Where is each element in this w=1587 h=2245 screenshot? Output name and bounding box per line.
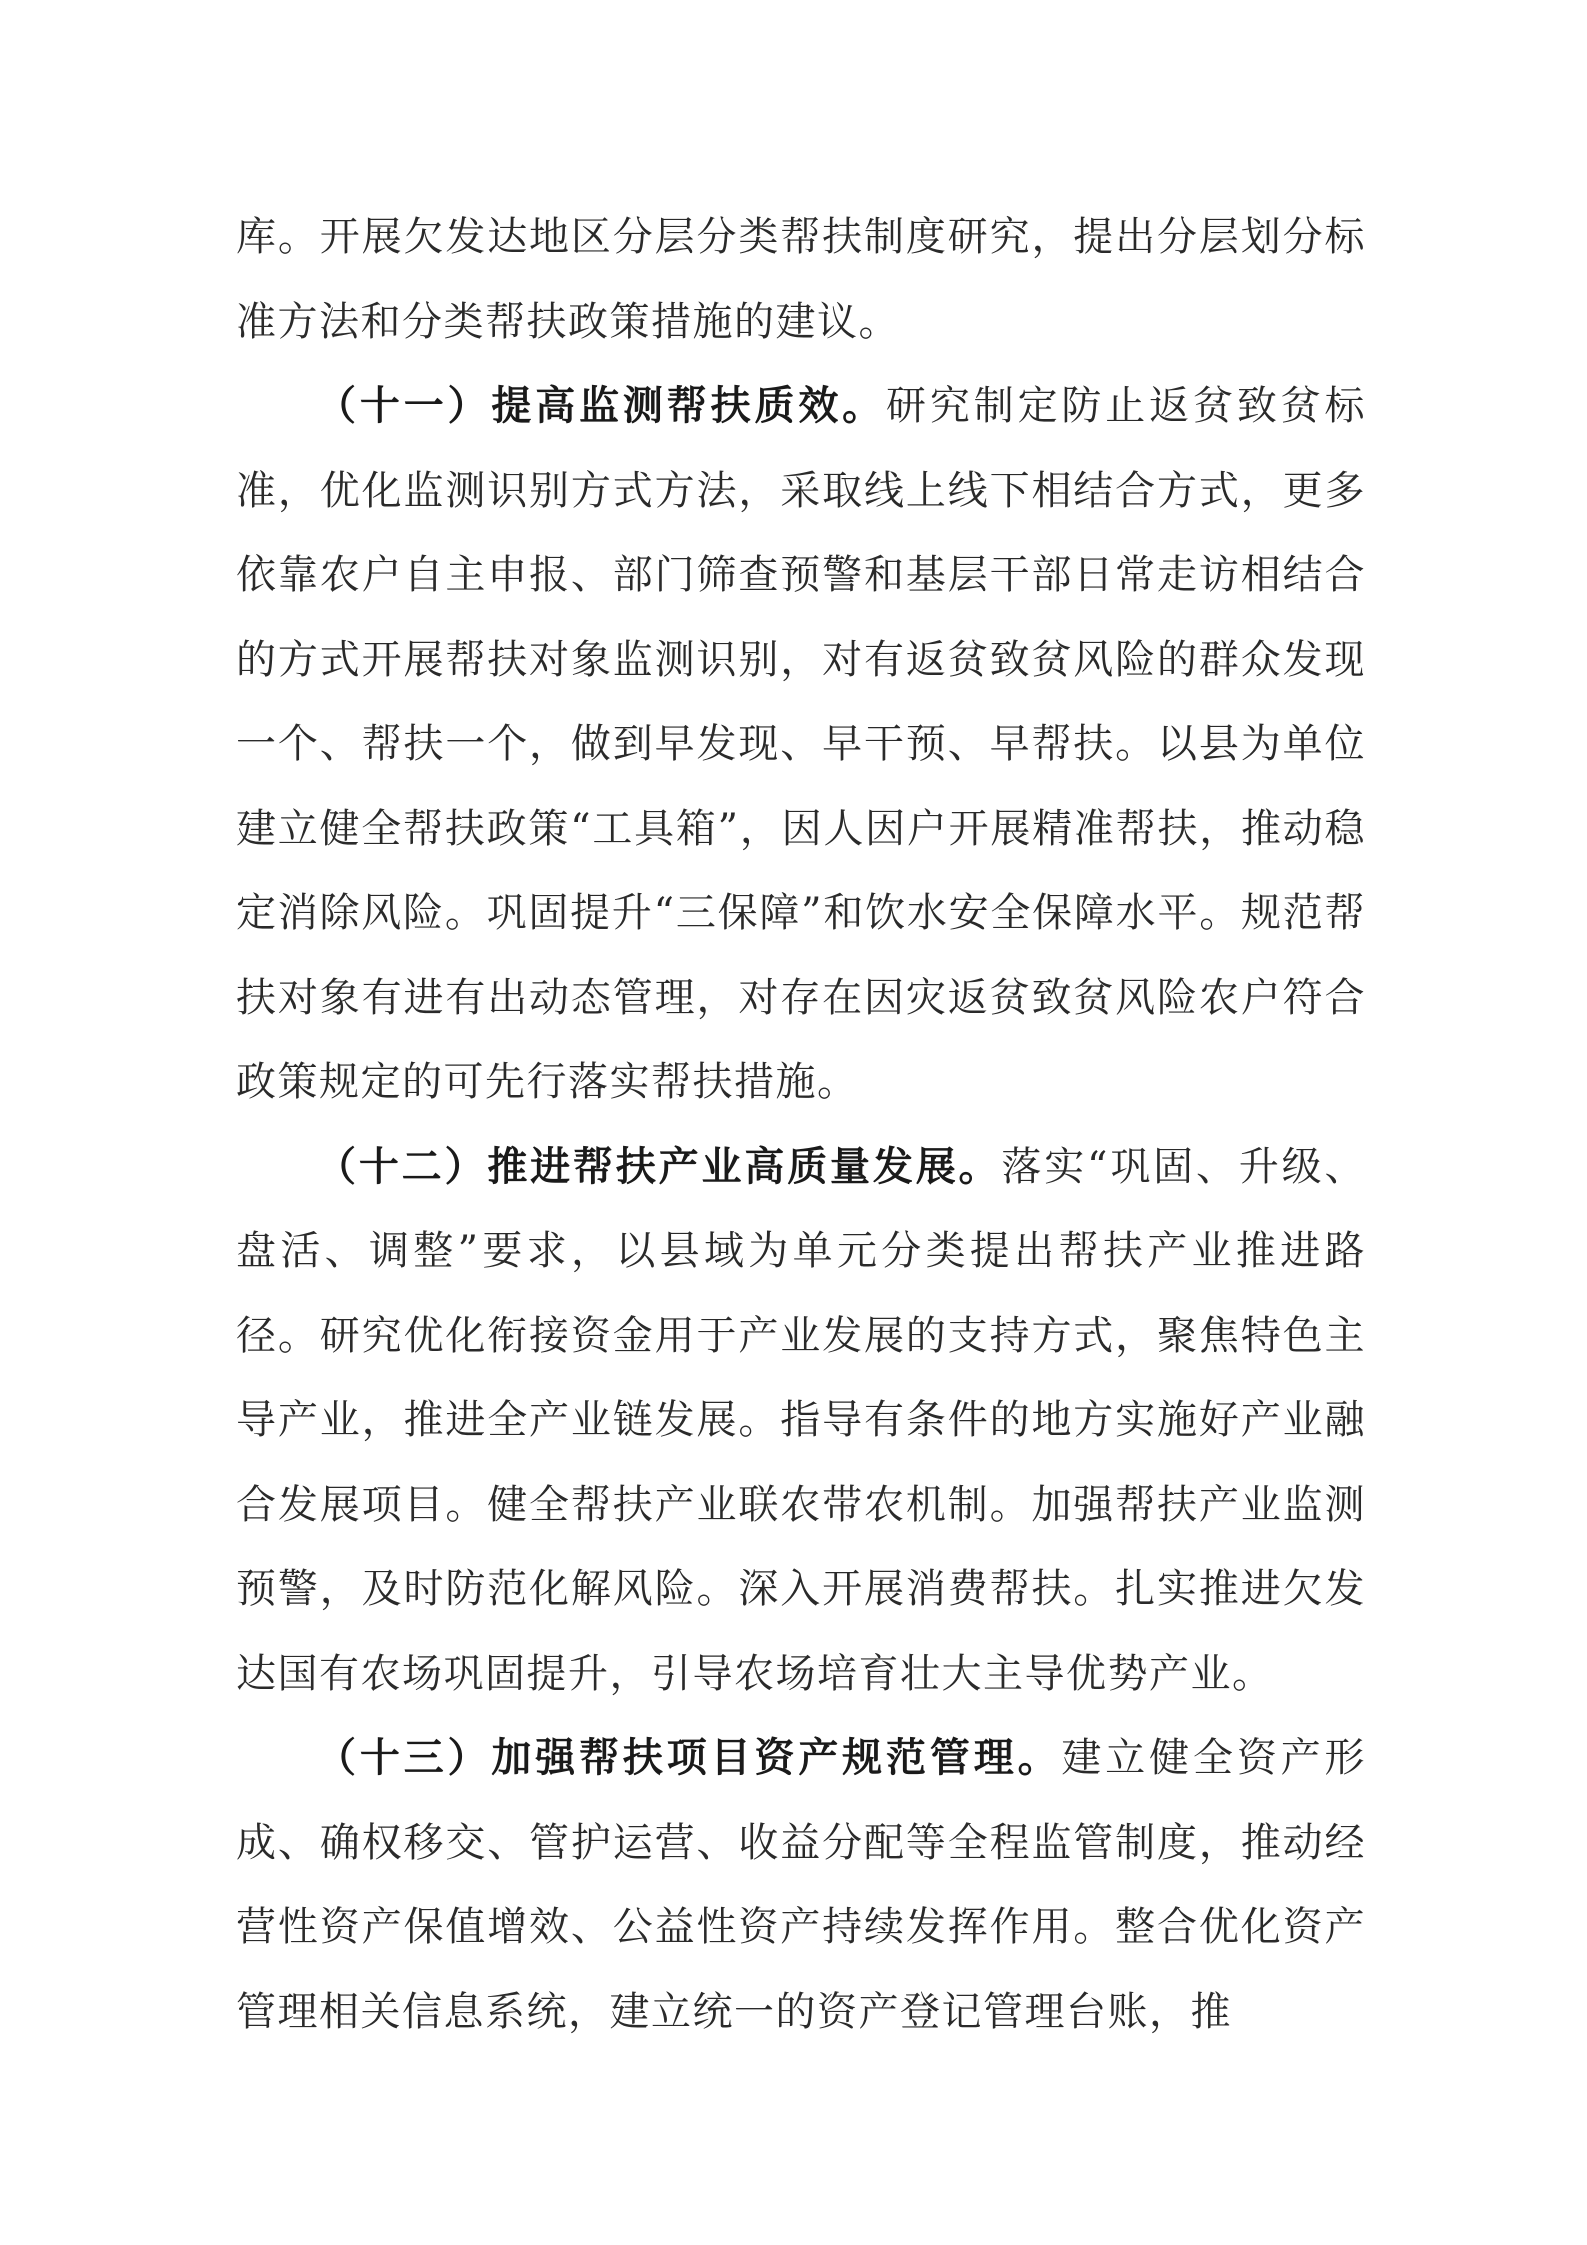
paragraph-monitoring-assistance — [236, 364, 1366, 1125]
paragraph-heading: （十二）推进帮扶产业高质量发展。 — [316, 1143, 1002, 1190]
paragraph-heading: （十一）提高监测帮扶质效。 — [316, 383, 887, 429]
paragraph-industry-development — [236, 1125, 1366, 1717]
paragraph-heading: （十三）加强帮扶项目资产规范管理。 — [316, 1735, 1062, 1781]
paragraph-text: 建立健全资产形成、确权移交、管护运营、收益分配等全程监管制度，推动经营性资产保值增效、公益性资产持续发挥作用。整合优化资产管理相关信息系统，建立统一的资产登记管理台账，推 — [236, 1735, 1367, 2035]
paragraph-text: 落实“巩固、升级、盘活、调整”要求，以县域为单元分类提出帮扶产业推进路径。研究优化衔接资金用于产业发展的支持方式，聚焦特色主导产业，推进全产业链发展。指导有条件的地方实施好产业融合发展项目。健全帮扶产业联农带农机制。加强帮扶产业监测预警，及时防范化解风险。深入开展消费帮扶。扎实推进欠发达国有农场巩固提升，引导农场培育壮大主导优势产业。 — [236, 1143, 1367, 1697]
paragraph-continuation — [236, 195, 1366, 364]
document-body — [236, 195, 1366, 2054]
paragraph-asset-management — [236, 1716, 1366, 2054]
paragraph-text: 研究制定防止返贫致贫标准，优化监测识别方式方法，采取线上线下相结合方式，更多依靠农户自主申报、部门筛查预警和基层干部日常走访相结合的方式开展帮扶对象监测识别，对有返贫致贫风险的群众发现一个、帮扶一个，做到早发现、早干预、早帮扶。以县为单位建立健全帮扶政策“工具箱”，因人因户开展精准帮扶，推动稳定消除风险。巩固提升“三保障”和饮水安全保障水平。规范帮扶对象有进有出动态管理，对存在因灾返贫致贫风险农户符合政策规定的可先行落实帮扶措施。 — [236, 383, 1367, 1105]
paragraph-text: 库。开展欠发达地区分层分类帮扶制度研究，提出分层划分标准方法和分类帮扶政策措施的建议。 — [236, 214, 1366, 345]
